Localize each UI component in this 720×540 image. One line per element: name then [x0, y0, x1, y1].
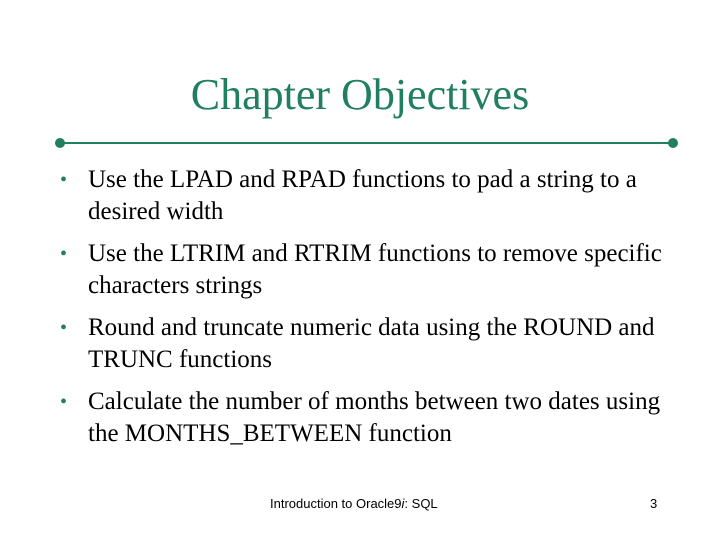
rule-right-dot	[668, 138, 678, 148]
list-item	[60, 312, 680, 376]
objectives-list	[60, 164, 680, 460]
list-item	[60, 238, 680, 302]
bullet-icon: •	[60, 317, 68, 339]
bullet-icon: •	[60, 243, 68, 265]
list-item-text: Use the LPAD and RPAD functions to pad a string to a desired width	[88, 166, 637, 225]
list-item	[60, 164, 680, 228]
title-divider-line	[60, 142, 674, 144]
slide-title: Chapter Objectives	[190, 70, 530, 119]
footer-course-title	[270, 496, 438, 512]
page-number: 3	[650, 496, 658, 511]
bullet-icon: •	[60, 169, 68, 191]
footer-text-italic: i	[401, 496, 405, 511]
list-item-text: Calculate the number of months between two dates using the MONTHS_BETWEEN function	[88, 388, 661, 447]
footer-text-before: Introduction to Oracle9	[270, 496, 402, 511]
list-item-text: Round and truncate numeric data using the ROUND and TRUNC functions	[88, 314, 655, 373]
list-item-text: Use the LTRIM and RTRIM functions to remove specific characters strings	[88, 240, 662, 299]
footer-text-after: : SQL	[404, 496, 438, 511]
list-item	[60, 386, 680, 450]
bullet-icon: •	[60, 391, 68, 413]
